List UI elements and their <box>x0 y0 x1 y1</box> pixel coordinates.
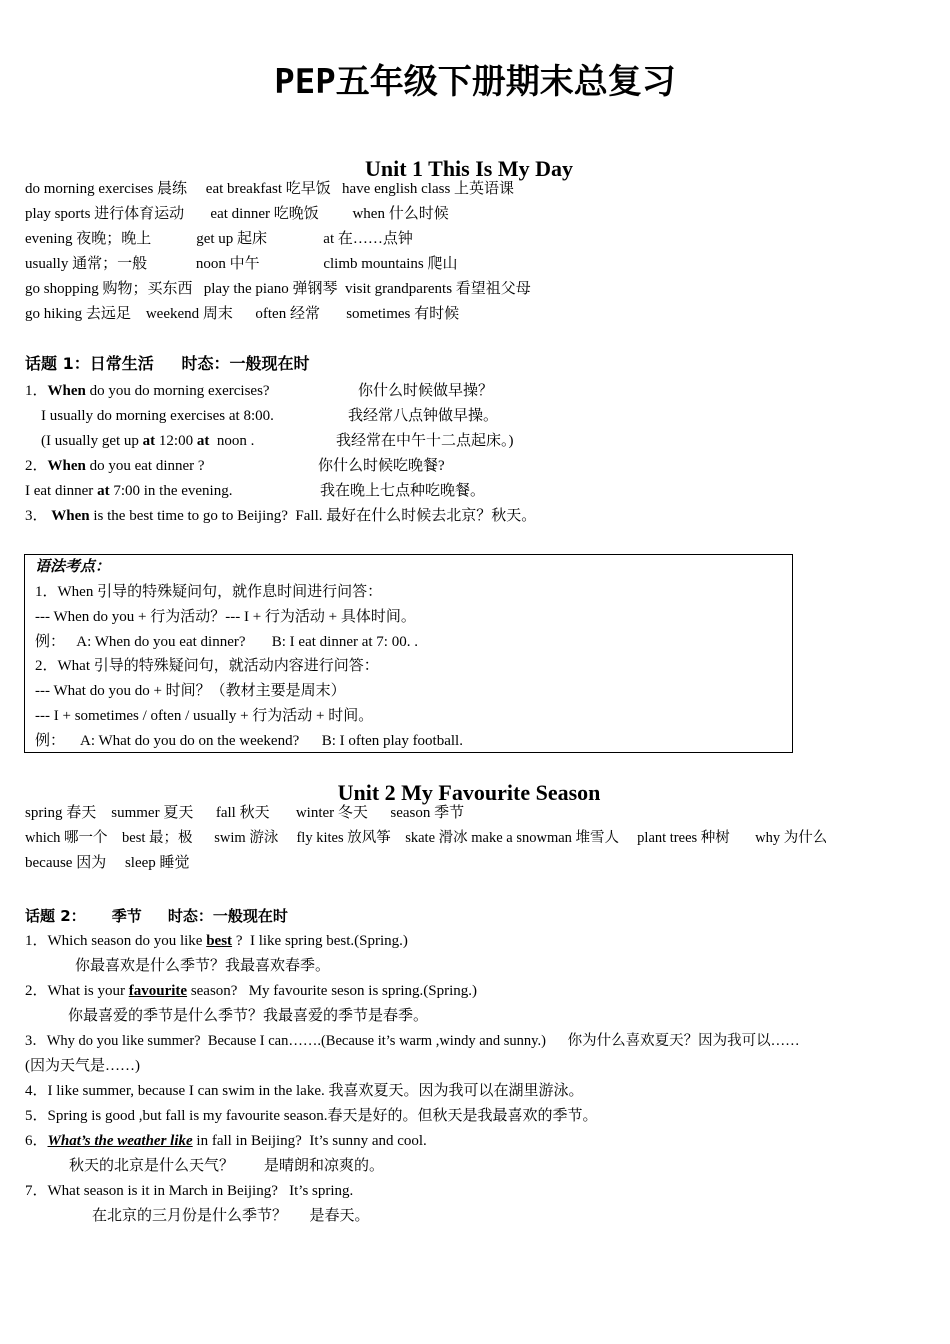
grammar-line: --- When do you + 行为活动？--- I + 行为活动 + 具体时间。 <box>35 609 416 625</box>
unit2-vocab-line: spring 春天 summer 夏天 fall 秋天 winter 冬天 season 季节 <box>25 805 465 821</box>
unit1-vocab-line: go hiking 去远足 weekend 周末 often 经常 sometimes 有时候 <box>25 306 460 322</box>
unit1-question-1: 1．When do you do morning exercises? <box>25 383 270 399</box>
unit2-sentence-3: 3．Why do you like summer? Because I can…….(Because it’s warm ,windy and sunny.) 你为什么喜欢夏天？因为我可以…… <box>25 1033 800 1049</box>
topic1-heading: 话题 1：日常生活 时态：一般现在时 <box>25 354 310 373</box>
unit1-question-2: 2．When do you eat dinner ? <box>25 458 205 474</box>
unit1-heading: Unit 1 This Is My Day <box>364 156 574 181</box>
grammar-line: 例： A: What do you do on the weekend? B: I often play football. <box>35 733 463 749</box>
unit2-sentence-4: 4．I like summer, because I can swim in the lake. 我喜欢夏天。因为我可以在湖里游泳。 <box>25 1083 584 1099</box>
unit1-answer-2-translation: 我在晚上七点种吃晚餐。 <box>320 483 486 499</box>
unit2-sentence-3-continued: (因为天气是……) <box>25 1058 140 1074</box>
unit2-sentence-2-translation: 你最喜爱的季节是什么季节？我最喜爱的季节是春季。 <box>68 1008 429 1024</box>
unit1-answer-1: I usually do morning exercises at 8:00. <box>41 408 274 424</box>
unit1-answer-1b-translation: 我经常在中午十二点起床。) <box>336 433 514 449</box>
unit1-answer-1-translation: 我经常八点钟做早操。 <box>348 408 499 424</box>
unit2-sentence-1-translation: 你最喜欢是什么季节？我最喜欢春季。 <box>75 958 331 974</box>
unit1-answer-1b: (I usually get up at 12:00 at noon . <box>41 433 255 449</box>
unit2-vocab-line: because 因为 sleep 睡觉 <box>25 855 190 871</box>
unit1-vocab-line: evening 夜晚；晚上 get up 起床 at 在……点钟 <box>25 231 413 247</box>
unit2-sentence-2: 2．What is your favourite season? My favourite seson is spring.(Spring.) <box>25 983 478 999</box>
unit1-question-3: 3． When is the best time to go to Beijing? Fall. 最好在什么时候去北京？秋天。 <box>25 508 537 524</box>
topic2-heading: 话题 2： 季节 时态：一般现在时 <box>25 907 288 925</box>
grammar-title: 语法考点： <box>35 559 111 575</box>
unit1-vocab-line: play sports 进行体育运动 eat dinner 吃晚饭 when 什么时候 <box>25 206 449 222</box>
unit2-sentence-1: 1．Which season do you like best ? I like spring best.(Spring.) <box>25 933 408 949</box>
page-title: PEP五年级下册期末总复习 <box>274 62 676 102</box>
unit2-vocab-line: which 哪一个 best 最；极 swim 游泳 fly kites 放风筝 skate 滑冰 make a snowman 堆雪人 plant trees 种树 why 为什么 <box>25 830 828 846</box>
grammar-line: --- I + sometimes / often / usually + 行为活动 + 时间。 <box>35 708 374 724</box>
unit1-vocab-line: usually 通常；一般 noon 中午 climb mountains 爬山 <box>25 256 458 272</box>
grammar-line: 例： A: When do you eat dinner? B: I eat dinner at 7: 00. . <box>35 634 418 650</box>
unit2-sentence-5: 5．Spring is good ,but fall is my favourite season.春天是好的。但秋天是我最喜欢的季节。 <box>25 1108 598 1124</box>
unit2-sentence-6-translation: 秋天的北京是什么天气？ 是晴朗和凉爽的。 <box>69 1158 385 1174</box>
grammar-line: 1．When 引导的特殊疑问句，就作息时间进行问答： <box>35 584 383 600</box>
unit2-sentence-6: 6．What’s the weather like in fall in Beijing? It’s sunny and cool. <box>25 1133 427 1149</box>
unit2-sentence-7-translation: 在北京的三月份是什么季节？ 是春天。 <box>92 1208 370 1224</box>
unit1-vocab-line: do morning exercises 晨练 eat breakfast 吃早饭 have english class 上英语课 <box>25 181 515 197</box>
unit1-vocab-line: go shopping 购物；买东西 play the piano 弹钢琴 visit grandparents 看望祖父母 <box>25 281 531 297</box>
grammar-line: 2．What 引导的特殊疑问句，就活动内容进行问答： <box>35 658 379 674</box>
unit2-sentence-7: 7．What season is it in March in Beijing? It’s spring. <box>25 1183 354 1199</box>
unit1-answer-2: I eat dinner at 7:00 in the evening. <box>25 483 233 499</box>
unit2-heading: Unit 2 My Favourite Season <box>337 780 601 805</box>
unit1-question-1-translation: 你什么时候做早操？ <box>358 383 494 399</box>
unit1-question-2-translation: 你什么时候吃晚餐? <box>318 458 445 474</box>
grammar-line: --- What do you do + 时间？（教材主要是周末） <box>35 683 346 699</box>
